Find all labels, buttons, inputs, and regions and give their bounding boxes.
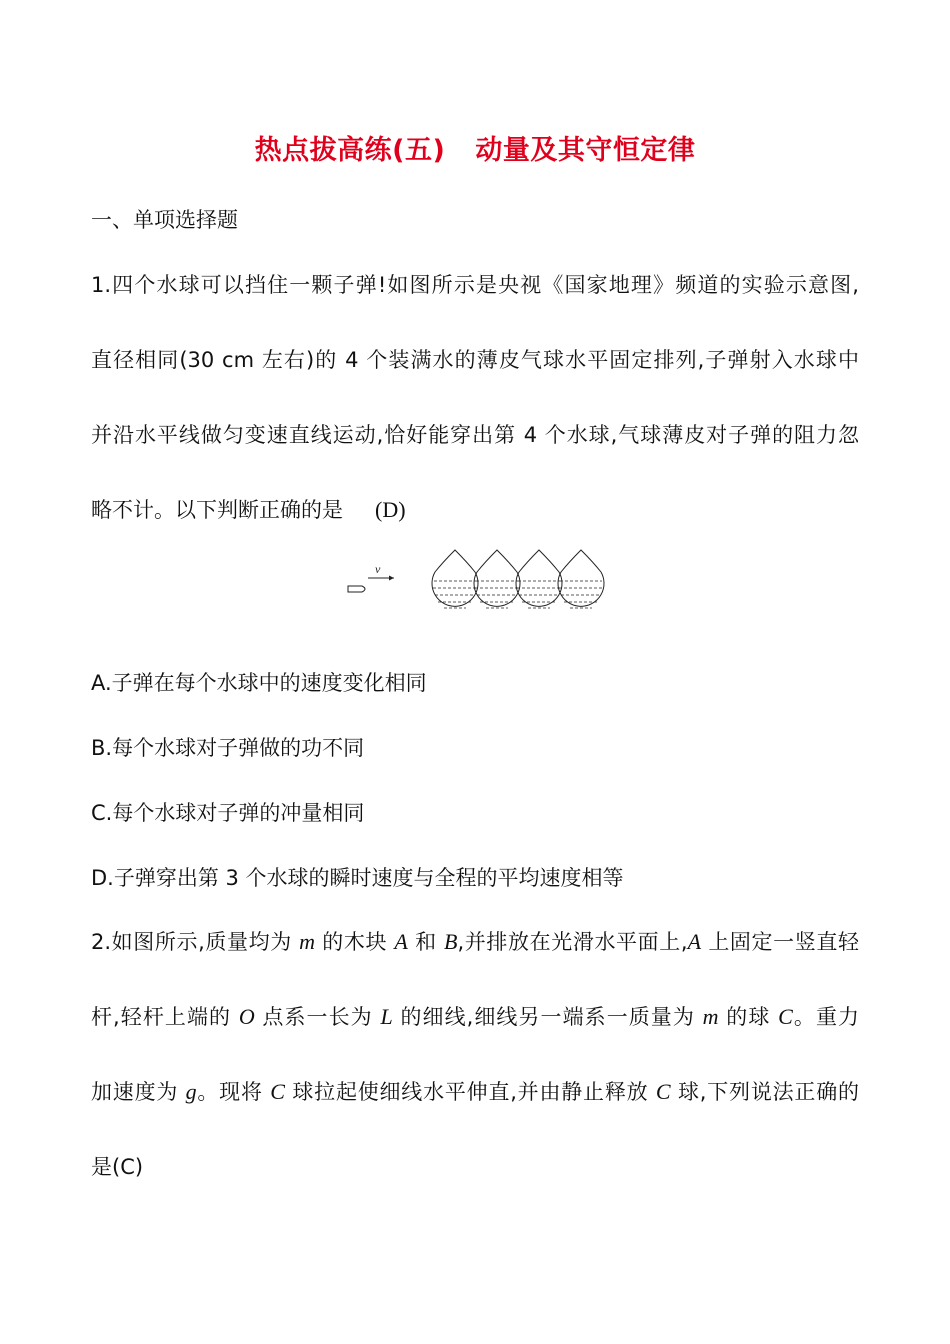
water-balloon-2 [474,550,520,608]
water-balloon-4 [558,550,604,608]
var-A: A [394,929,408,954]
q1-line-3: 并沿水平线做匀变速直线运动,恰好能穿出第 4 个水球,气球薄皮对子弹的阻力忽 [91,423,859,447]
q2-l1-d: ,并排放在光滑水平面上, [457,930,688,954]
bullet-icon [348,586,365,592]
q2-line-4: 是(C) [91,1155,144,1179]
var-g: g [185,1079,197,1104]
page-title [0,128,950,167]
water-balloon-3 [516,550,562,608]
water-balloon-1 [432,550,478,608]
q2-l3-a: 加速度为 [91,1080,186,1104]
q1-line-4 [91,494,406,524]
q2-l1-a: 2.如图所示,质量均为 [91,930,300,954]
q1-line-4-text: 略不计。以下判断正确的是 [91,498,343,522]
q2-l1-e: 上固定一竖直轻 [701,930,859,954]
q1-answer: (D) [375,497,406,522]
q1-line-1: 1.四个水球可以挡住一颗子弹!如图所示是央视《国家地理》频道的实验示意图, [91,273,859,297]
var-A: A [687,929,702,954]
title-part-2: 动量及其守恒定律 [475,135,696,166]
var-O: O [238,1004,255,1029]
title-part-1: 热点拔高练(五) [254,135,446,166]
q2-l2-e: 。重力 [792,1005,860,1029]
section-heading: 一、单项选择题 [91,208,238,232]
var-m: m [299,929,315,954]
q2-l2-d: 的球 [718,1005,779,1029]
var-C: C [270,1079,285,1104]
q2-line-1 [91,926,859,956]
q2-line-2 [91,1001,859,1031]
var-C: C [778,1004,793,1029]
q2-l2-c: 的细线,细线另一端系一质量为 [392,1005,703,1029]
q2-l2-a: 杆,轻杆上端的 [91,1005,239,1029]
q1-option-c: C.每个水球对子弹的冲量相同 [91,801,365,825]
q2-l1-c: 和 [407,930,445,954]
q1-line-2: 直径相同(30 cm 左右)的 4 个装满水的薄皮气球水平固定排列,子弹射入水球中 [91,348,859,372]
var-C: C [655,1079,671,1104]
var-L: L [380,1004,393,1029]
water-balloon-figure [340,548,610,618]
q1-option-d: D.子弹穿出第 3 个水球的瞬时速度与全程的平均速度相等 [91,866,624,890]
q2-l2-b: 点系一长为 [254,1005,381,1029]
q1-option-b: B.每个水球对子弹做的功不同 [91,736,365,760]
q2-l3-c: 球拉起使细线水平伸直,并由静止释放 [284,1080,656,1104]
q2-l3-d: 球,下列说法正确的 [670,1080,859,1104]
q2-l1-b: 的木块 [315,930,395,954]
var-B: B [444,929,458,954]
q2-l3-b: 。现将 [196,1080,271,1104]
q2-line-3 [91,1076,859,1106]
velocity-label: v [375,562,381,576]
q1-option-a: A.子弹在每个水球中的速度变化相同 [91,671,427,695]
var-m: m [702,1004,719,1029]
